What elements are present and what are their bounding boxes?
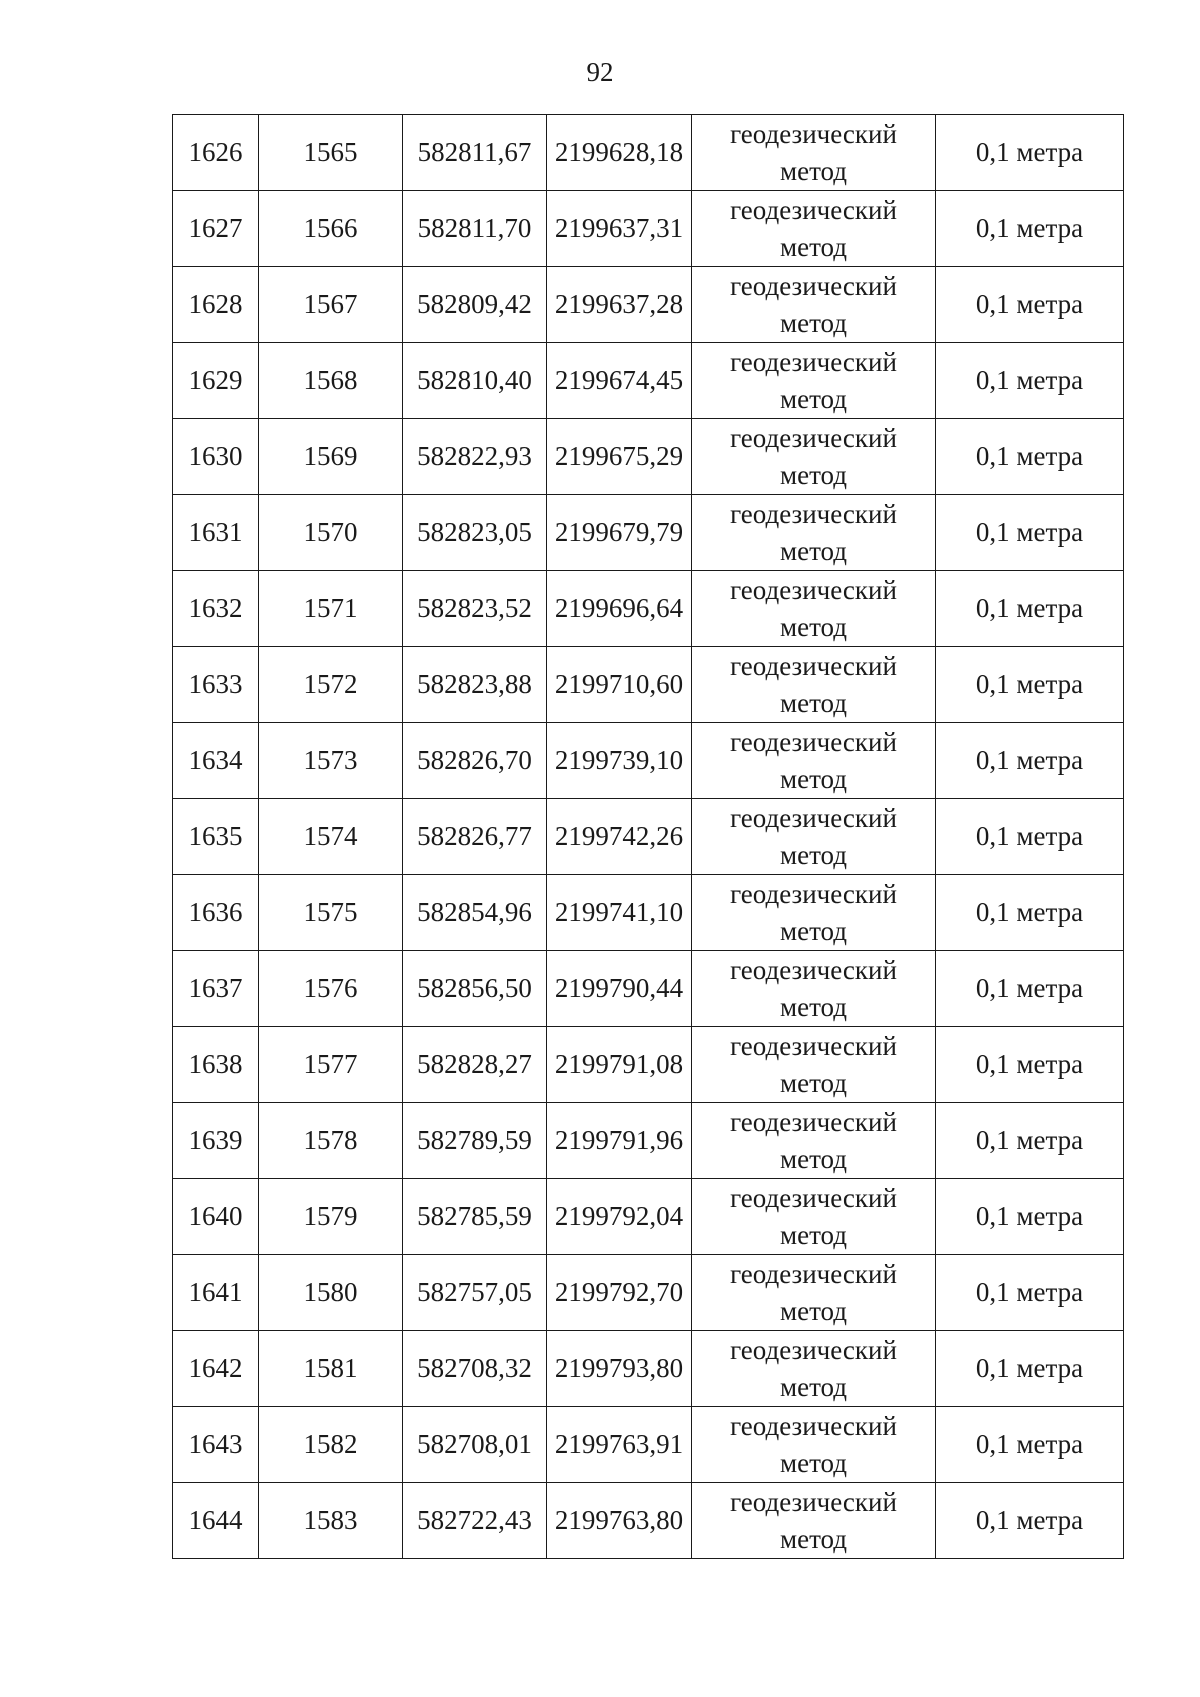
accuracy-cell: 0,1 метра — [936, 875, 1124, 951]
method-cell — [692, 495, 936, 571]
accuracy-cell: 0,1 метра — [936, 115, 1124, 191]
point-number-cell: 1573 — [259, 723, 403, 799]
method-cell — [692, 267, 936, 343]
method-cell — [692, 1027, 936, 1103]
method-line-1: геодезический — [730, 1486, 897, 1517]
accuracy-cell: 0,1 метра — [936, 1407, 1124, 1483]
point-number-cell: 1582 — [259, 1407, 403, 1483]
y-coordinate-cell: 2199710,60 — [547, 647, 692, 723]
table-row — [173, 419, 1124, 495]
method-line-1: геодезический — [730, 346, 897, 377]
method-cell — [692, 1255, 936, 1331]
method-cell — [692, 951, 936, 1027]
accuracy-cell: 0,1 метра — [936, 951, 1124, 1027]
x-coordinate-cell: 582811,70 — [403, 191, 547, 267]
method-line-2: метод — [780, 155, 847, 186]
row-number-cell: 1634 — [173, 723, 259, 799]
method-cell — [692, 799, 936, 875]
method-line-1: геодезический — [730, 194, 897, 225]
method-line-1: геодезический — [730, 118, 897, 149]
x-coordinate-cell: 582811,67 — [403, 115, 547, 191]
y-coordinate-cell: 2199793,80 — [547, 1331, 692, 1407]
point-number-cell: 1581 — [259, 1331, 403, 1407]
table-row — [173, 1179, 1124, 1255]
accuracy-cell: 0,1 метра — [936, 1103, 1124, 1179]
row-number-cell: 1642 — [173, 1331, 259, 1407]
method-line-2: метод — [780, 1143, 847, 1174]
x-coordinate-cell: 582822,93 — [403, 419, 547, 495]
accuracy-cell: 0,1 метра — [936, 1483, 1124, 1559]
table-row — [173, 495, 1124, 571]
method-line-1: геодезический — [730, 802, 897, 833]
row-number-cell: 1636 — [173, 875, 259, 951]
row-number-cell: 1643 — [173, 1407, 259, 1483]
y-coordinate-cell: 2199792,04 — [547, 1179, 692, 1255]
method-line-2: метод — [780, 231, 847, 262]
point-number-cell: 1578 — [259, 1103, 403, 1179]
accuracy-cell: 0,1 метра — [936, 343, 1124, 419]
row-number-cell: 1626 — [173, 115, 259, 191]
method-line-1: геодезический — [730, 574, 897, 605]
row-number-cell: 1632 — [173, 571, 259, 647]
y-coordinate-cell: 2199628,18 — [547, 115, 692, 191]
point-number-cell: 1565 — [259, 115, 403, 191]
point-number-cell: 1568 — [259, 343, 403, 419]
y-coordinate-cell: 2199696,64 — [547, 571, 692, 647]
point-number-cell: 1569 — [259, 419, 403, 495]
y-coordinate-cell: 2199791,08 — [547, 1027, 692, 1103]
x-coordinate-cell: 582810,40 — [403, 343, 547, 419]
x-coordinate-cell: 582826,70 — [403, 723, 547, 799]
method-cell — [692, 647, 936, 723]
accuracy-cell: 0,1 метра — [936, 191, 1124, 267]
point-number-cell: 1577 — [259, 1027, 403, 1103]
method-line-2: метод — [780, 459, 847, 490]
x-coordinate-cell: 582722,43 — [403, 1483, 547, 1559]
x-coordinate-cell: 582757,05 — [403, 1255, 547, 1331]
method-line-1: геодезический — [730, 422, 897, 453]
y-coordinate-cell: 2199763,80 — [547, 1483, 692, 1559]
method-line-2: метод — [780, 535, 847, 566]
method-line-2: метод — [780, 1295, 847, 1326]
point-number-cell: 1576 — [259, 951, 403, 1027]
row-number-cell: 1627 — [173, 191, 259, 267]
row-number-cell: 1631 — [173, 495, 259, 571]
method-line-2: метод — [780, 307, 847, 338]
coordinates-table — [172, 114, 1124, 1559]
method-line-1: геодезический — [730, 498, 897, 529]
x-coordinate-cell: 582828,27 — [403, 1027, 547, 1103]
table-row — [173, 647, 1124, 723]
method-cell — [692, 191, 936, 267]
x-coordinate-cell: 582826,77 — [403, 799, 547, 875]
point-number-cell: 1575 — [259, 875, 403, 951]
accuracy-cell: 0,1 метра — [936, 571, 1124, 647]
x-coordinate-cell: 582785,59 — [403, 1179, 547, 1255]
method-line-2: метод — [780, 1219, 847, 1250]
method-line-2: метод — [780, 763, 847, 794]
table-row — [173, 723, 1124, 799]
y-coordinate-cell: 2199790,44 — [547, 951, 692, 1027]
x-coordinate-cell: 582708,32 — [403, 1331, 547, 1407]
method-line-2: метод — [780, 915, 847, 946]
method-line-2: метод — [780, 1067, 847, 1098]
row-number-cell: 1637 — [173, 951, 259, 1027]
table-row — [173, 571, 1124, 647]
point-number-cell: 1566 — [259, 191, 403, 267]
accuracy-cell: 0,1 метра — [936, 1179, 1124, 1255]
table-row — [173, 1103, 1124, 1179]
y-coordinate-cell: 2199791,96 — [547, 1103, 692, 1179]
method-line-2: метод — [780, 687, 847, 718]
row-number-cell: 1644 — [173, 1483, 259, 1559]
method-line-1: геодезический — [730, 1334, 897, 1365]
point-number-cell: 1567 — [259, 267, 403, 343]
method-line-1: геодезический — [730, 1030, 897, 1061]
table-row — [173, 1483, 1124, 1559]
method-line-1: геодезический — [730, 954, 897, 985]
row-number-cell: 1640 — [173, 1179, 259, 1255]
y-coordinate-cell: 2199679,79 — [547, 495, 692, 571]
accuracy-cell: 0,1 метра — [936, 495, 1124, 571]
accuracy-cell: 0,1 метра — [936, 1331, 1124, 1407]
x-coordinate-cell: 582789,59 — [403, 1103, 547, 1179]
row-number-cell: 1629 — [173, 343, 259, 419]
table-row — [173, 343, 1124, 419]
y-coordinate-cell: 2199739,10 — [547, 723, 692, 799]
method-line-1: геодезический — [730, 1106, 897, 1137]
method-cell — [692, 343, 936, 419]
method-line-2: метод — [780, 383, 847, 414]
x-coordinate-cell: 582823,52 — [403, 571, 547, 647]
point-number-cell: 1570 — [259, 495, 403, 571]
point-number-cell: 1580 — [259, 1255, 403, 1331]
x-coordinate-cell: 582854,96 — [403, 875, 547, 951]
page-number: 92 — [586, 57, 614, 87]
table-row — [173, 191, 1124, 267]
y-coordinate-cell: 2199675,29 — [547, 419, 692, 495]
method-cell — [692, 1483, 936, 1559]
method-cell — [692, 571, 936, 647]
method-cell — [692, 1407, 936, 1483]
row-number-cell: 1639 — [173, 1103, 259, 1179]
row-number-cell: 1635 — [173, 799, 259, 875]
table-row — [173, 1407, 1124, 1483]
accuracy-cell: 0,1 метра — [936, 1255, 1124, 1331]
row-number-cell: 1641 — [173, 1255, 259, 1331]
table-row — [173, 1255, 1124, 1331]
method-cell — [692, 875, 936, 951]
point-number-cell: 1571 — [259, 571, 403, 647]
method-cell — [692, 723, 936, 799]
y-coordinate-cell: 2199792,70 — [547, 1255, 692, 1331]
method-cell — [692, 419, 936, 495]
method-line-1: геодезический — [730, 878, 897, 909]
method-cell — [692, 115, 936, 191]
x-coordinate-cell: 582708,01 — [403, 1407, 547, 1483]
table-row — [173, 267, 1124, 343]
method-line-1: геодезический — [730, 1410, 897, 1441]
method-line-2: метод — [780, 839, 847, 870]
table-row — [173, 1331, 1124, 1407]
method-line-1: геодезический — [730, 270, 897, 301]
coordinates-table-body — [173, 115, 1124, 1559]
method-line-2: метод — [780, 1371, 847, 1402]
x-coordinate-cell: 582856,50 — [403, 951, 547, 1027]
table-row — [173, 1027, 1124, 1103]
y-coordinate-cell: 2199763,91 — [547, 1407, 692, 1483]
table-row — [173, 799, 1124, 875]
accuracy-cell: 0,1 метра — [936, 799, 1124, 875]
method-line-1: геодезический — [730, 1182, 897, 1213]
method-cell — [692, 1179, 936, 1255]
method-cell — [692, 1103, 936, 1179]
method-line-1: геодезический — [730, 650, 897, 681]
point-number-cell: 1572 — [259, 647, 403, 723]
x-coordinate-cell: 582809,42 — [403, 267, 547, 343]
method-line-1: геодезический — [730, 726, 897, 757]
method-line-2: метод — [780, 991, 847, 1022]
x-coordinate-cell: 582823,05 — [403, 495, 547, 571]
accuracy-cell: 0,1 метра — [936, 1027, 1124, 1103]
row-number-cell: 1630 — [173, 419, 259, 495]
row-number-cell: 1633 — [173, 647, 259, 723]
y-coordinate-cell: 2199742,26 — [547, 799, 692, 875]
accuracy-cell: 0,1 метра — [936, 723, 1124, 799]
table-row — [173, 875, 1124, 951]
method-line-2: метод — [780, 1523, 847, 1554]
accuracy-cell: 0,1 метра — [936, 647, 1124, 723]
row-number-cell: 1628 — [173, 267, 259, 343]
row-number-cell: 1638 — [173, 1027, 259, 1103]
method-line-1: геодезический — [730, 1258, 897, 1289]
method-cell — [692, 1331, 936, 1407]
point-number-cell: 1583 — [259, 1483, 403, 1559]
method-line-2: метод — [780, 611, 847, 642]
point-number-cell: 1574 — [259, 799, 403, 875]
method-line-2: метод — [780, 1447, 847, 1478]
point-number-cell: 1579 — [259, 1179, 403, 1255]
accuracy-cell: 0,1 метра — [936, 267, 1124, 343]
x-coordinate-cell: 582823,88 — [403, 647, 547, 723]
y-coordinate-cell: 2199637,28 — [547, 267, 692, 343]
table-row — [173, 115, 1124, 191]
y-coordinate-cell: 2199637,31 — [547, 191, 692, 267]
accuracy-cell: 0,1 метра — [936, 419, 1124, 495]
y-coordinate-cell: 2199674,45 — [547, 343, 692, 419]
table-row — [173, 951, 1124, 1027]
y-coordinate-cell: 2199741,10 — [547, 875, 692, 951]
